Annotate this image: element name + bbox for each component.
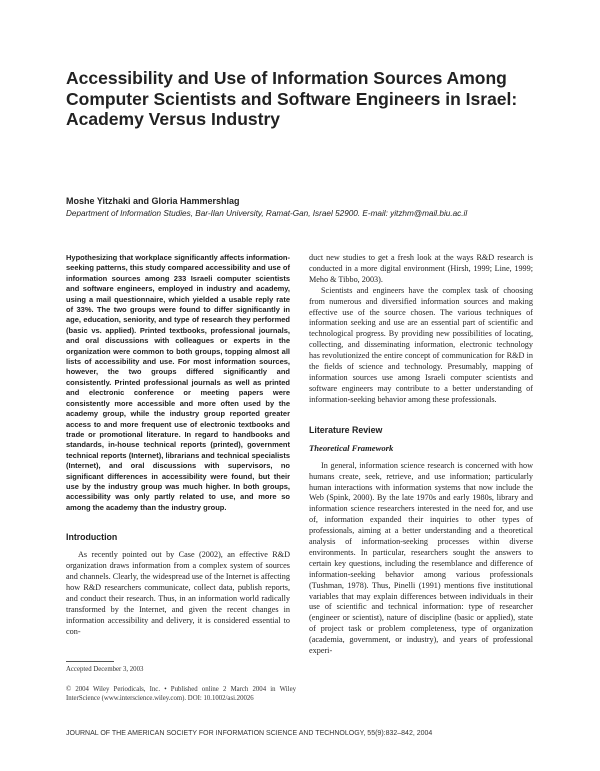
affiliation: Department of Information Studies, Bar-Ilan University, Ramat-Gan, Israel 52900. E-mail: yitzhm@mail.biu.ac.il: [66, 209, 468, 218]
abstract: Hypothesizing that workplace significantly affects information-seeking patterns, this study compared accessibility and use of information sources among 233 Israeli computer scientists and software engineers, employed in industry and academy, using a mail questionnaire, which yielded a usable reply rate of 33%. The two groups were found to differ significantly in age, education, seniority, and type of research they performed (basic vs. applied). Printed textbooks, professional journals, and oral discussions with colleagues or experts in the organization were common to both groups, topping almost all lists of accessibility and use. For most information sources, however, the two groups differed significantly and consistently. Printed professional journals as well as printed and electronic conference or meeting papers were consistently more accessible and more often used by the academy group, while the industry group reported greater access to and more frequent use of electronic textbooks and trade or promotional literature. In regard to handbooks and standards, in-house technical reports (printed), government technical reports (Internet), librarians and technical specialists (Internet), and oral discussions with supervisors, no significant differences in accessibility were found, but their use by the industry group was much higher. In both groups, accessibility was only partly related to use, and more so among the academy than the industry group.: [66, 253, 290, 512]
left-column: [66, 253, 290, 637]
introduction-paragraph: As recently pointed out by Case (2002), an effective R&D organization draws information from a complex system of sources and channels. Clearly, the widespread use of the Internet is affecting how R&D researchers communicate, collect data, publish reports, and conduct their research. Thus, in an information world radically transformed by the Internet, and given the recent changes in information accessibility and delivery, it is considered essential to con-: [66, 550, 290, 636]
authors: Moshe Yitzhaki and Gloria Hammershlag: [66, 196, 240, 206]
accepted-date: Accepted December 3, 2003: [66, 666, 144, 673]
intro-paragraph-2: Scientists and engineers have the complex task of choosing from numerous and diversified information sources and making effective use of the source chosen. The various techniques of information seeking and use are an essential part of scientific and technological progress. By providing new possibilities of locating, collecting, and disseminating information, electronic technology has revolutionized the entire concept of communication for R&D in the fields of science and technology. Presumably, mapping of information sources use among Israeli computer scientists and software engineers may contribute to a better understanding of information-seeking behavior among these professionals.: [309, 285, 533, 404]
journal-footer: JOURNAL OF THE AMERICAN SOCIETY FOR INFORMATION SCIENCE AND TECHNOLOGY, 55(9):832–842, 2004: [66, 730, 433, 737]
theoretical-framework-heading: Theoretical Framework: [309, 442, 394, 453]
right-column: [309, 253, 533, 657]
footnote-divider: [66, 661, 114, 662]
literature-paragraph: In general, information science research is concerned with how humans create, seek, retrieve, and use information; particularly human interactions with information systems that now include the Web (Spink, 2000). By the late 1970s and early 1980s, library and information science researchers interested in the need for, and use of, information expanded their inquiries to other types of professionals, aiming at a better understanding and a theoretical analysis of information-seeking processes within diverse environments. In particular, researchers sought the answers to certain key questions, including the resemblance and difference of information-seeking behavior among various professionals (Tushman, 1978). Thus, Pinelli (1991) mentions five institutional variables that may explain differences between individuals in their use of scientific and technical information: type of researcher (engineer or scientist), nature of discipline (basic or applied), state of project task or problem completeness, type of organization (academia, government, or industry), and years of professional experi-: [309, 460, 533, 656]
article-title: Accessibility and Use of Information Sources Among Computer Scientists and Software Engineers in Israel: Academy Versus Industry: [66, 68, 518, 129]
copyright-notice: © 2004 Wiley Periodicals, Inc. • Published online 2 March 2004 in Wiley InterScience (www.interscience.wiley.com). DOI: 10.1002/asi.20026: [66, 686, 296, 702]
literature-review-heading: Literature Review: [309, 424, 383, 435]
introduction-heading: Introduction: [66, 532, 118, 543]
intro-continuation: duct new studies to get a fresh look at the ways R&D research is conducted in a more digital environment (Hirsh, 1999; Line, 1999; Meho & Tibbo, 2003).: [309, 253, 533, 284]
